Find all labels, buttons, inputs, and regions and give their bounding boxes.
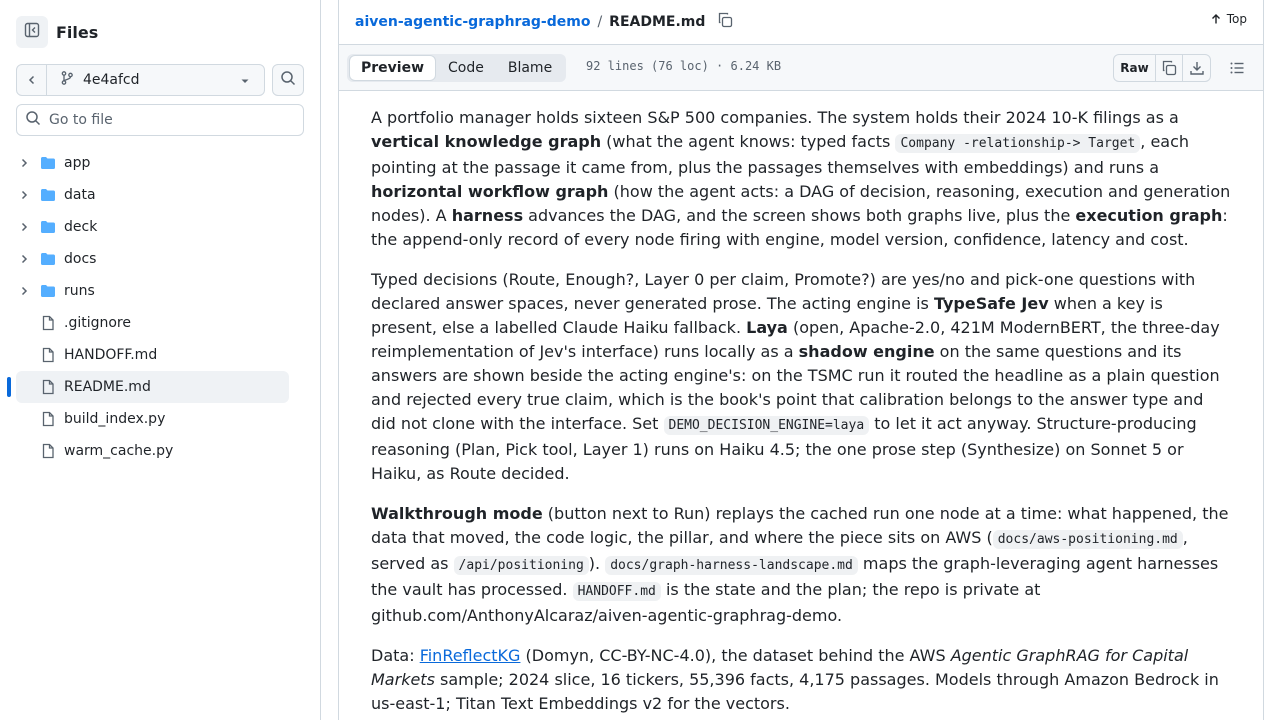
chevron-left-icon — [26, 71, 38, 90]
text-run: : the append-only record of every node firing with engine, model version, confidence, latency and cost. — [371, 206, 1228, 249]
tree-item-label: docs — [64, 251, 97, 267]
readme-content — [371, 106, 1233, 720]
sidebar-title: Files — [56, 22, 99, 42]
tree-item-label: .gitignore — [64, 315, 131, 331]
bold-text: Walkthrough mode — [371, 504, 543, 523]
text-run: , each pointing at the passage it came from, plus the passages themselves with embeddings) and runs a — [371, 132, 1190, 177]
sidebar-header — [16, 16, 98, 48]
file-toolbar — [339, 44, 1263, 91]
search-icon — [280, 70, 296, 90]
folder-icon — [40, 251, 56, 267]
go-to-file-field[interactable] — [16, 104, 304, 136]
text-run: , served as — [371, 528, 1188, 573]
bold-text: shadow engine — [798, 342, 935, 361]
breadcrumb-separator: / — [597, 14, 603, 30]
file-view — [338, 0, 1264, 720]
text-run: Data: — [371, 646, 420, 665]
folder-icon — [40, 155, 56, 171]
tree-item-readme[interactable] — [16, 371, 289, 403]
tree-item-deck[interactable] — [16, 211, 289, 243]
caret-down-icon — [240, 71, 250, 90]
file-actions — [1113, 54, 1211, 82]
top-button[interactable] — [1210, 12, 1247, 26]
copy-icon — [1161, 60, 1177, 76]
readme-paragraph — [371, 644, 1233, 716]
file-icon — [40, 347, 56, 363]
tree-item-label: app — [64, 155, 91, 171]
bold-text: horizontal workflow graph — [371, 182, 609, 201]
readme-paragraph — [371, 502, 1233, 628]
bold-text: harness — [451, 206, 524, 225]
tab-code[interactable]: Code — [448, 60, 484, 76]
raw-button[interactable]: Raw — [1114, 55, 1156, 81]
branch-selector[interactable] — [16, 64, 265, 96]
copy-raw-button[interactable] — [1156, 55, 1183, 81]
text-run: (what the agent knows: typed facts — [601, 132, 896, 151]
chevron-right-icon[interactable] — [16, 253, 32, 265]
tree-item-label: warm_cache.py — [64, 443, 174, 459]
breadcrumb-file: README.md — [609, 14, 706, 30]
tab-preview[interactable]: Preview — [349, 55, 436, 81]
chevron-right-icon[interactable] — [16, 285, 32, 297]
tree-item-label: build_index.py — [64, 411, 166, 427]
tree-item-app[interactable] — [16, 147, 289, 179]
file-icon — [40, 443, 56, 459]
outline-button[interactable] — [1227, 58, 1247, 78]
text-run: (button next to Run) replays the cached run one node at a time: what happened, the data that moved, the code logic, the pillar, and where the piece sits on AWS ( — [371, 504, 1229, 547]
text-run: advances the DAG, and the screen shows both graphs live, plus the — [523, 206, 1076, 225]
branch-dropdown[interactable] — [47, 65, 264, 95]
breadcrumb-repo-link[interactable]: aiven-agentic-graphrag-demo — [355, 14, 591, 30]
text-run: A portfolio manager holds sixteen S&P 500 companies. The system holds their 2024 10-K filings as a — [371, 108, 1179, 127]
chevron-right-icon[interactable] — [16, 189, 32, 201]
italic-text: Agentic GraphRAG for Capital Markets — [371, 646, 1189, 689]
tree-item-warm-cache[interactable] — [16, 435, 289, 467]
tree-item-runs[interactable] — [16, 275, 289, 307]
file-info: 92 lines (76 loc) · 6.24 KB — [586, 59, 782, 73]
chevron-right-icon[interactable] — [16, 221, 32, 233]
text-run: (Domyn, CC-BY-NC-4.0), the dataset behind the AWS — [520, 646, 951, 665]
file-icon — [40, 379, 56, 395]
chevron-right-icon[interactable] — [16, 157, 32, 169]
file-tree — [16, 147, 289, 467]
inline-code: docs/aws-positioning.md — [993, 530, 1183, 549]
inline-code: docs/graph-harness-landscape.md — [605, 556, 858, 575]
sidebar-collapse-icon — [24, 22, 40, 42]
bold-text: Laya — [746, 318, 788, 337]
readme-paragraph — [371, 106, 1233, 252]
tree-item-data[interactable] — [16, 179, 289, 211]
tree-item-label: deck — [64, 219, 98, 235]
back-button[interactable] — [17, 65, 47, 95]
tree-item-label: data — [64, 187, 96, 203]
tree-item-label: README.md — [64, 379, 151, 395]
tree-item-label: HANDOFF.md — [64, 347, 158, 363]
bold-text: execution graph — [1075, 206, 1223, 225]
tree-item-gitignore[interactable] — [16, 307, 289, 339]
branch-name: 4e4afcd — [83, 72, 140, 88]
git-branch-icon — [59, 70, 75, 90]
breadcrumb — [355, 12, 733, 32]
folder-icon — [40, 187, 56, 203]
top-label: Top — [1226, 12, 1247, 26]
arrow-up-icon — [1210, 13, 1222, 25]
tree-item-build-index[interactable] — [16, 403, 289, 435]
download-button[interactable] — [1183, 55, 1210, 81]
inline-code: HANDOFF.md — [573, 582, 661, 601]
file-tree-sidebar — [0, 0, 321, 720]
go-to-file-input[interactable] — [49, 112, 289, 128]
inline-code: /api/positioning — [454, 556, 589, 575]
link[interactable]: FinReflectKG — [419, 646, 521, 665]
text-run: (how the agent acts: a DAG of decision, reasoning, execution and generation nodes). A — [371, 182, 1231, 225]
text-run: maps the graph-leveraging agent harnesses the vault has processed. — [371, 554, 1219, 599]
bold-text: TypeSafe Jev — [933, 294, 1049, 313]
collapse-sidebar-button[interactable] — [16, 16, 48, 48]
text-run: when a key is present, else a labelled Claude Haiku fallback. — [371, 294, 1163, 337]
text-run: sample; 2024 slice, 16 tickers, 55,396 facts, 4,175 passages. Models through Amazon Bedrock in us-east-1; Titan Text Embeddings v2 for the vectors. — [371, 670, 1219, 713]
text-run: to let it act anyway. Structure-producing reasoning (Plan, Pick tool, Layer 1) runs on Haiku 4.5; the one prose step (Synthesize) on Sonnet 5 or Haiku, as Route decided. — [371, 414, 1197, 483]
folder-icon — [40, 219, 56, 235]
text-run: (open, Apache-2.0, 421M ModernBERT, the three-day reimplementation of Jev's interface) runs locally as a — [371, 318, 1220, 361]
copy-icon — [717, 12, 733, 32]
folder-icon — [40, 283, 56, 299]
bold-text: vertical knowledge graph — [371, 132, 602, 151]
search-icon — [25, 110, 41, 130]
download-icon — [1189, 60, 1205, 76]
tree-item-label: runs — [64, 283, 95, 299]
list-unordered-icon — [1229, 60, 1245, 76]
text-run: Typed decisions (Route, Enough?, Layer 0 per claim, Promote?) are yes/no and pick-one questions with declared answer spaces, never generated prose. The acting engine is — [371, 270, 1196, 313]
tree-item-handoff[interactable] — [16, 339, 289, 371]
text-run: on the same questions and its answers are shown beside the acting engine's: on the TSMC run it routed the headline as a plain question and rejected every true claim, which is the book's point that calibration belongs to the answer type and did not clone with the interface. Set — [371, 342, 1220, 433]
inline-code: Company -relationship-> Target — [895, 134, 1140, 153]
text-run: ). — [588, 554, 606, 573]
tab-blame[interactable]: Blame — [507, 60, 553, 76]
file-icon — [40, 411, 56, 427]
inline-code: DEMO_DECISION_ENGINE=laya — [664, 416, 870, 435]
tree-item-docs[interactable] — [16, 243, 289, 275]
search-button[interactable] — [272, 64, 304, 96]
text-run: is the state and the plan; the repo is private at github.com/AnthonyAlcaraz/aiven-agentic-graphrag-demo. — [371, 580, 1041, 625]
view-mode-tabs — [347, 54, 566, 82]
file-icon — [40, 315, 56, 331]
readme-paragraph — [371, 268, 1233, 486]
copy-path-button[interactable] — [717, 12, 733, 32]
